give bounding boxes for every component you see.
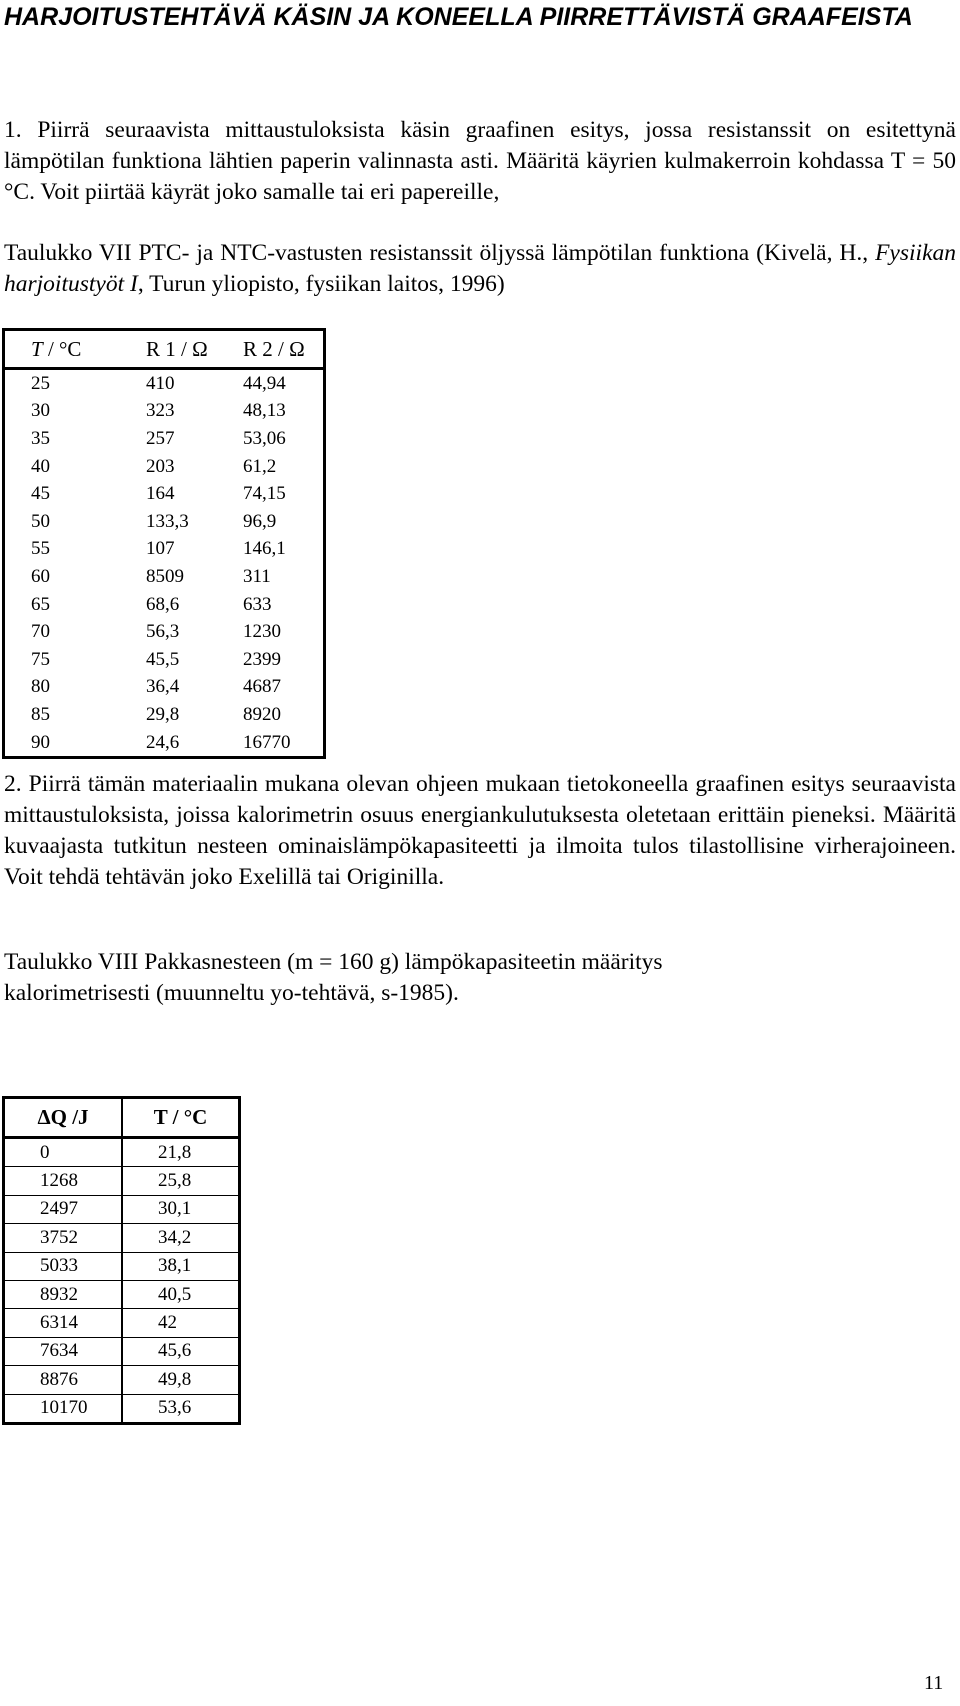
table-cell: 65	[31, 593, 50, 615]
table1-caption-start: Taulukko VII PTC- ja NTC-vastusten resistanssit öljyssä lämpötilan funktiona (Kivelä, H.,	[4, 240, 869, 266]
table-cell: 4687	[243, 676, 281, 698]
table-cell: 146,1	[243, 538, 286, 560]
table-cell: 1230	[243, 621, 281, 643]
table-cell: 7634	[4, 1337, 123, 1365]
table-cell: 80	[31, 676, 50, 698]
table-cell: 90	[31, 731, 50, 753]
table1-caption-italic: Fysiikan harjoitustyöt I	[4, 240, 956, 297]
table-row	[4, 563, 325, 591]
table-cell: 410	[146, 372, 175, 394]
table-row	[4, 425, 325, 453]
table-cell: 38,1	[122, 1252, 240, 1280]
table-cell: 40,5	[122, 1280, 240, 1308]
table1-caption-end: , Turun yliopisto, fysiikan laitos, 1996)	[137, 271, 505, 297]
table-cell: 311	[243, 565, 271, 587]
table-row	[4, 1252, 240, 1280]
table-cell: 25	[31, 372, 50, 394]
table-row	[4, 536, 325, 564]
table-row	[4, 1224, 240, 1252]
table-cell: 85	[31, 703, 50, 725]
table-cell: 56,3	[146, 621, 180, 643]
table-cell: 48,13	[243, 400, 286, 422]
table-cell: 29,8	[146, 703, 180, 725]
table-row	[4, 1138, 240, 1167]
table-row	[4, 674, 325, 702]
table-cell: 8509	[146, 565, 184, 587]
table-cell: 164	[146, 483, 175, 505]
table-cell: 55	[31, 538, 50, 560]
table-cell: 96,9	[243, 510, 277, 532]
table-cell: 50	[31, 510, 50, 532]
table-row	[4, 1337, 240, 1365]
table-row	[4, 646, 325, 674]
table-cell: 25,8	[122, 1167, 240, 1195]
table-cell: 8876	[4, 1366, 123, 1394]
table-cell: 2497	[4, 1195, 123, 1223]
table-row	[4, 369, 325, 398]
table-cell: 323	[146, 400, 175, 422]
table-cell: 49,8	[122, 1366, 240, 1394]
table-cell: 6314	[4, 1309, 123, 1337]
table-cell: 633	[243, 593, 272, 615]
table2-caption	[4, 947, 956, 1009]
table-cell: 70	[31, 621, 50, 643]
table-cell: 107	[146, 538, 175, 560]
table-cell: 44,94	[243, 372, 286, 394]
table-cell: 53,6	[122, 1394, 240, 1423]
table-cell: 2399	[243, 648, 281, 670]
task1-paragraph: 1. Piirrä seuraavista mittaustuloksista käsin graafinen esitys, jossa resistanssit on esitettynä lämpötilan funktiona lähtien paperin valinnasta asti. Määritä käyrien kulmakerroin kohdassa T = 50 °C. Voit piirtää käyrät joko samalle tai eri papereille,	[4, 117, 956, 205]
table-row	[4, 1195, 240, 1223]
table1-header-temperature: T / °C	[4, 330, 124, 369]
table-cell: 16770	[243, 731, 291, 753]
table-row	[4, 1394, 240, 1423]
table-cell: 30,1	[122, 1195, 240, 1223]
table-cell: 0	[4, 1138, 123, 1167]
table-row	[4, 508, 325, 536]
task2-paragraph: 2. Piirrä tämän materiaalin mukana olevan ohjeen mukaan tietokoneella graafinen esitys seuraavista mittaustuloksista, joissa kalorimetrin osuus energiankulutuksesta oletetaan erittäin pieneksi. Määritä kuvaajasta tutkitun nesteen ominaislämpökapasiteetti ja ilmoita tulos tilastollisine virherajoineen. Voit tehdä tehtävän joko Exelillä tai Originilla.	[4, 771, 956, 890]
table-row	[4, 591, 325, 619]
table-cell: 30	[31, 400, 50, 422]
table-row	[4, 729, 325, 758]
table-cell: 10170	[4, 1394, 123, 1423]
table-row	[4, 618, 325, 646]
table-row	[4, 398, 325, 426]
table-cell: 21,8	[122, 1138, 240, 1167]
table-cell: 60	[31, 565, 50, 587]
table-cell: 68,6	[146, 593, 180, 615]
table-cell: 45,6	[122, 1337, 240, 1365]
table2-caption-line1: Taulukko VIII Pakkasnesteen (m = 160 g) lämpökapasiteetin määritys	[4, 949, 663, 975]
table2-header-energy: ΔQ /J	[4, 1098, 123, 1138]
table-cell: 36,4	[146, 676, 180, 698]
table-row	[4, 1309, 240, 1337]
table-cell: 53,06	[243, 427, 286, 449]
table-row	[4, 1366, 240, 1394]
table-cell: 42	[122, 1309, 240, 1337]
table2-caption-line2: kalorimetrisesti (muunneltu yo-tehtävä, s-1985).	[4, 980, 459, 1006]
table-row	[4, 1167, 240, 1195]
resistance-table	[2, 328, 326, 759]
table-cell: 3752	[4, 1224, 123, 1252]
table-cell: 35	[31, 427, 50, 449]
table-cell: 133,3	[146, 510, 189, 532]
table-cell: 74,15	[243, 483, 286, 505]
table-cell: 45,5	[146, 648, 180, 670]
table1-caption	[4, 238, 956, 300]
table1-header-r2: R 2 / Ω	[223, 330, 325, 369]
table-cell: 24,6	[146, 731, 180, 753]
page-number: 11	[924, 1672, 944, 1694]
table-cell: 8932	[4, 1280, 123, 1308]
table-row	[4, 701, 325, 729]
table-cell: 45	[31, 483, 50, 505]
table-row	[4, 480, 325, 508]
table-cell: 257	[146, 427, 175, 449]
table-cell: 5033	[4, 1252, 123, 1280]
table-cell: 34,2	[122, 1224, 240, 1252]
page-heading: HARJOITUSTEHTÄVÄ KÄSIN JA KONEELLA PIIRRETTÄVISTÄ GRAAFEISTA	[4, 3, 913, 31]
table-cell: 75	[31, 648, 50, 670]
table2-header-temperature: T / °C	[122, 1098, 240, 1138]
table-cell: 61,2	[243, 455, 277, 477]
heat-capacity-table	[2, 1096, 241, 1425]
table-cell: 40	[31, 455, 50, 477]
table-row	[4, 1280, 240, 1308]
table-cell: 1268	[4, 1167, 123, 1195]
table-cell: 8920	[243, 703, 281, 725]
table-cell: 203	[146, 455, 175, 477]
table-row	[4, 453, 325, 481]
table1-header-r1: R 1 / Ω	[123, 330, 223, 369]
